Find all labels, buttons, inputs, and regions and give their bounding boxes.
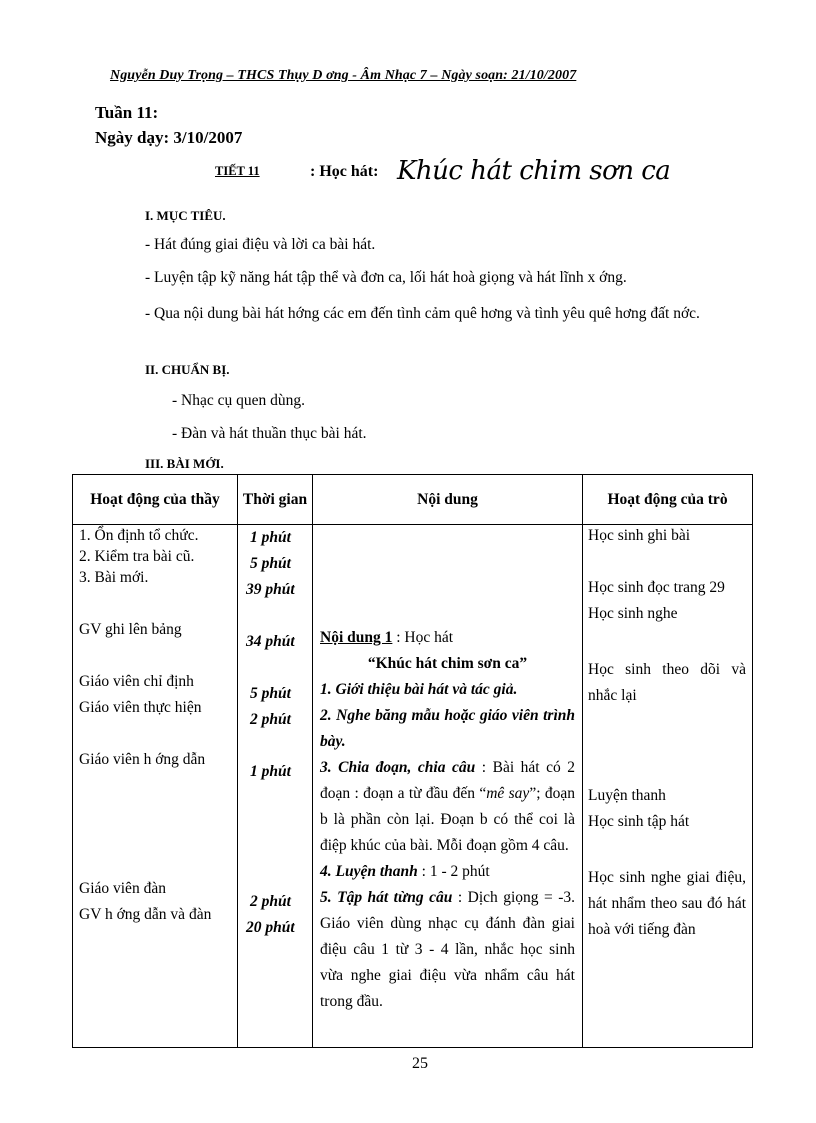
- time-value: 34 phút: [246, 633, 295, 650]
- time-cell: [238, 525, 313, 1048]
- song-quote: “Khúc hát chim sơn ca”: [367, 655, 528, 672]
- step-4-label: 4. Luyện thanh: [320, 863, 418, 880]
- time-value: 5 phút: [250, 555, 291, 572]
- header-content: Nội dung: [313, 475, 583, 525]
- preparation-heading: II. CHUẨN BỊ.: [145, 362, 230, 377]
- student-line: Học sinh đọc trang 29: [588, 579, 725, 596]
- step-4: [320, 859, 575, 885]
- objectives-heading: I. MỤC TIÊU.: [145, 208, 226, 223]
- preparation-item: - Nhạc cụ quen dùng.: [172, 392, 305, 409]
- step-4-text: : 1 - 2 phút: [417, 863, 490, 880]
- objective-item: - Hát đúng giai điệu và lời ca bài hát.: [145, 236, 376, 253]
- song-title: Khúc hát chim sơn ca: [397, 156, 671, 186]
- student-line: Học sinh tập hát: [588, 813, 690, 830]
- objective-item: - Qua nội dung bài hát hớng các em đến tình cảm quê hơng và tình yêu quê hơng đất nớc.: [145, 305, 700, 322]
- time-value: 1 phút: [250, 763, 291, 780]
- student-line: Luyện thanh: [588, 787, 666, 804]
- teacher-line: GV ghi lên bảng: [79, 621, 182, 638]
- objective-item: - Luyện tập kỹ năng hát tập thể và đơn ca, lối hát hoà giọng và hát lĩnh x ớng.: [145, 269, 627, 286]
- content-cell: [313, 525, 583, 1048]
- teacher-line: Giáo viên đàn: [79, 880, 166, 897]
- new-lesson-heading: III. BÀI MỚI.: [145, 456, 224, 471]
- step-3: [320, 755, 575, 859]
- step-2: 2. Nghe băng mẫu hoặc giáo viên trình bày.: [320, 707, 575, 750]
- teacher-line: Giáo viên chỉ định: [79, 673, 194, 690]
- teacher-line: Giáo viên h ớng dẫn: [79, 751, 206, 768]
- lesson-label: : Học hát:: [310, 163, 379, 180]
- step-3-quote: mê say: [486, 785, 530, 802]
- part-1-rest: : Học hát: [392, 629, 454, 646]
- header-time: Thời gian: [238, 475, 313, 525]
- teacher-line: GV h ớng dẫn và đàn: [79, 906, 212, 923]
- week-label: Tuần 11:: [95, 103, 159, 122]
- lesson-number: TIẾT 11: [215, 164, 260, 178]
- step-5: [320, 885, 575, 1015]
- lesson-activity-table: [72, 474, 753, 1048]
- student-line: Học sinh nghe: [588, 605, 678, 622]
- student-line: Học sinh ghi bài: [588, 527, 691, 544]
- time-value: 2 phút: [250, 893, 291, 910]
- header-teacher-activity: Hoạt động của thầy: [73, 475, 238, 525]
- content-part-1: [320, 625, 575, 651]
- student-line: Học sinh theo dõi và nhắc lại: [588, 661, 746, 704]
- part-1-label: Nội dung 1: [320, 629, 393, 646]
- time-value: 20 phút: [246, 919, 295, 936]
- student-activity-cell: [583, 525, 753, 1048]
- time-value: 2 phút: [250, 711, 291, 728]
- teaching-date: Ngày dạy: 3/10/2007: [95, 128, 243, 147]
- step-1: 1. Giới thiệu bài hát và tác giả.: [320, 681, 518, 698]
- step-5-text: : Dịch giọng = -3. Giáo viên dùng nhạc cụ đánh đàn giai điệu câu 1 từ 3 - 4 lần, nhắc học sinh vừa nghe giai điệu vừa nhẩm câu hát trong đầu.: [320, 889, 575, 1010]
- preparation-item: - Đàn và hát thuần thục bài hát.: [172, 425, 367, 442]
- step-5-label: 5. Tập hát từng câu: [320, 889, 453, 906]
- header-student-activity: Hoạt động của trò: [583, 475, 753, 525]
- time-value: 1 phút: [250, 529, 291, 546]
- time-value: 5 phút: [250, 685, 291, 702]
- step-3-text-a: : Bài hát có 2 đoạn : đoạn a từ đầu đến “: [320, 759, 575, 802]
- teacher-activity-cell: [73, 525, 238, 1048]
- time-value: 39 phút: [246, 581, 295, 598]
- page-number: 25: [412, 1055, 428, 1072]
- student-line: Học sinh nghe giai điệu, hát nhẩm theo sau đó hát hoà với tiếng đàn: [588, 869, 746, 938]
- teacher-line: 2. Kiểm tra bài cũ.: [79, 548, 195, 565]
- teacher-line: Giáo viên thực hiện: [79, 699, 202, 716]
- teacher-line: 3. Bài mới.: [79, 569, 149, 586]
- step-3-text-b: ”; đoạn b là phần còn lại. Đoạn b có thể coi là điệp khúc của bài. Mỗi đoạn gồm 4 câu.: [320, 785, 575, 854]
- running-header: Nguyễn Duy Trọng – THCS Thụy D ơng - Âm Nhạc 7 – Ngày soạn: 21/10/2007: [110, 68, 577, 83]
- step-3-label: 3. Chia đoạn, chia câu: [320, 759, 476, 776]
- teacher-line: 1. Ổn định tổ chức.: [79, 527, 199, 544]
